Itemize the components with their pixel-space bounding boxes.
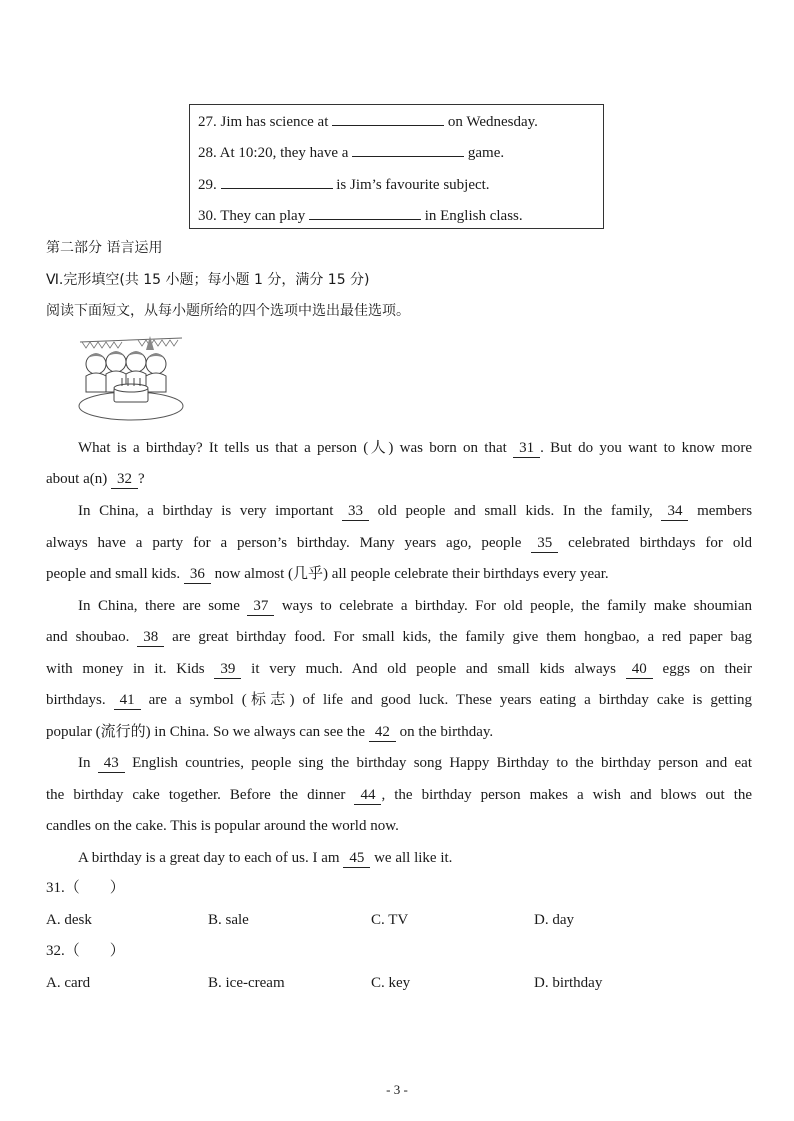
question-27: 27. Jim has science at on Wednesday. — [198, 111, 538, 131]
question-30: 30. They can play in English class. — [198, 205, 523, 225]
passage-line: about a(n) 32 ? — [46, 471, 145, 487]
passage-line: always have a party for a person’s birthday. Many years ago, people 35 celebrated birthdays for old — [46, 535, 752, 551]
blank-39[interactable]: 39 — [214, 661, 241, 679]
passage-line: and shoubao. 38 are great birthday food. For small kids, the family give them hongbao, a red paper bag — [46, 629, 752, 645]
passage-line: popular (流行的) in China. So we always can see the 42 on the birthday. — [46, 724, 494, 740]
blank-42[interactable]: 42 — [369, 724, 396, 742]
option-31-a[interactable]: A. desk — [46, 912, 92, 928]
blank-45[interactable]: 45 — [343, 850, 370, 868]
passage-line: A birthday is a great day to each of us. I am 45 we all like it. — [78, 850, 453, 866]
blank-31[interactable]: 31 — [513, 440, 540, 458]
blank-41[interactable]: 41 — [114, 692, 141, 710]
page-number: - 3 - — [386, 1082, 408, 1097]
answer-blank[interactable] — [332, 111, 444, 126]
blank-33[interactable]: 33 — [342, 503, 369, 521]
section-heading: Ⅵ.完形填空(共 15 小题；每小题 1 分，满分 15 分) — [46, 272, 370, 288]
passage-line: In China, there are some 37 ways to celebrate a birthday. For old people, the family make shoumian — [78, 598, 752, 614]
question-32-label: 32.（ ） — [46, 943, 125, 959]
blank-38[interactable]: 38 — [137, 629, 164, 647]
option-32-d[interactable]: D. birthday — [534, 975, 603, 991]
answer-blank[interactable] — [221, 174, 333, 189]
fill-in-table — [189, 104, 604, 229]
passage-line: people and small kids. 36 now almost (几乎) all people celebrate their birthdays every year. — [46, 566, 609, 582]
part-title: 第二部分 语言运用 — [46, 240, 163, 256]
answer-blank[interactable] — [352, 142, 464, 157]
passage-line: In 43 English countries, people sing the birthday song Happy Birthday to the birthday person and eat — [78, 755, 752, 771]
blank-32[interactable]: 32 — [111, 471, 138, 489]
blank-40[interactable]: 40 — [626, 661, 653, 679]
option-31-c[interactable]: C. TV — [371, 912, 409, 928]
option-31-b[interactable]: B. sale — [208, 912, 249, 928]
passage-line: the birthday cake together. Before the dinner 44 , the birthday person makes a wish and blows out the — [46, 787, 752, 803]
question-29: 29. is Jim’s favourite subject. — [198, 174, 490, 194]
passage-line: In China, a birthday is very important 33 old people and small kids. In the family, 34 members — [78, 503, 752, 519]
blank-37[interactable]: 37 — [247, 598, 274, 616]
question-28: 28. At 10:20, they have a game. — [198, 142, 504, 162]
blank-34[interactable]: 34 — [661, 503, 688, 521]
blank-35[interactable]: 35 — [531, 535, 558, 553]
passage-line: What is a birthday? It tells us that a person (人) was born on that 31 . But do you want to know more — [78, 440, 752, 456]
option-32-a[interactable]: A. card — [46, 975, 91, 991]
question-31-label: 31.（ ） — [46, 880, 125, 896]
option-31-d[interactable]: D. day — [534, 912, 574, 928]
passage-line: with money in it. Kids 39 it very much. And old people and small kids always 40 eggs on their — [46, 661, 752, 677]
blank-43[interactable]: 43 — [98, 755, 125, 773]
passage-line: candles on the cake. This is popular around the world now. — [46, 818, 399, 834]
answer-blank[interactable] — [309, 205, 421, 220]
blank-44[interactable]: 44 — [354, 787, 381, 805]
passage-line: birthdays. 41 are a symbol (标志) of life and good luck. These years eating a birthday cake is getting — [46, 692, 752, 708]
option-32-b[interactable]: B. ice-cream — [208, 975, 285, 991]
option-32-c[interactable]: C. key — [371, 975, 411, 991]
birthday-party-illustration — [76, 330, 186, 424]
section-instruction: 阅读下面短文，从每小题所给的四个选项中选出最佳选项。 — [46, 303, 410, 319]
blank-36[interactable]: 36 — [184, 566, 211, 584]
